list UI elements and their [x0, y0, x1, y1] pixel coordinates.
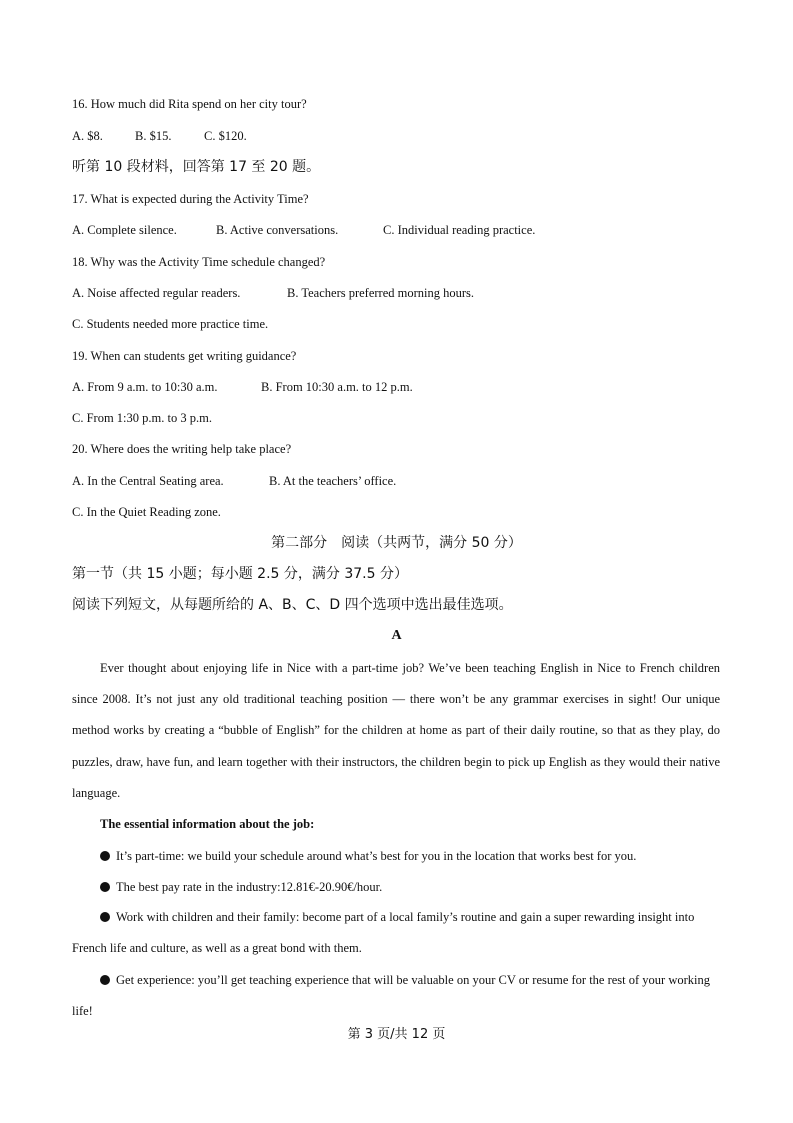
option-a: A. From 9 a.m. to 10:30 a.m.	[72, 380, 218, 394]
option-a: A. In the Central Seating area.	[72, 474, 224, 488]
reading-instruction: 阅读下列短文，从每题所给的 A、B、C、D 四个选项中选出最佳选项。	[72, 597, 513, 613]
bullet-item: It’s part-time: we build your schedule around what’s best for you in the location that works best for you.	[100, 848, 636, 864]
passage-text: Ever thought about enjoying life in Nice with a part-time job? We’ve been teaching English in Nice to French children since 2008. It’s not just any old traditional teaching position — there won’t be any grammar exercises in sight! Our unique method works by creating a “bubble of English” for the children at home as part of their daily routine, so that as they play, do puzzles, draw, have fun, and learn together with their instructors, the children begin to pick up English as they would their native language.	[72, 661, 720, 800]
option-b: B. From 10:30 a.m. to 12 p.m.	[261, 380, 413, 394]
bullet-icon	[100, 882, 110, 892]
option-b: B. $15.	[135, 129, 172, 143]
page-footer: 第 3 页/共 12 页	[347, 1027, 446, 1042]
question-17-stem: 17. What is expected during the Activity Time?	[72, 192, 309, 206]
question-18-option-c: C. Students needed more practice time.	[72, 317, 269, 331]
section-one-title: 第一节（共 15 小题；每小题 2.5 分，满分 37.5 分）	[72, 566, 408, 582]
bullet-item: The best pay rate in the industry:12.81€-20.90€/hour.	[100, 879, 382, 895]
bullet-icon	[100, 975, 110, 985]
part-two-title: 第二部分 阅读（共两节，满分 50 分）	[271, 535, 522, 551]
passage-paragraph	[72, 653, 720, 809]
essential-info-heading: The essential information about the job:	[100, 817, 315, 831]
option-a: A. Complete silence.	[72, 223, 177, 237]
bullet-item: Get experience: you’ll get teaching experience that will be valuable on your CV or resume for the rest of your working life!	[72, 973, 711, 1019]
option-b: B. At the teachers’ office.	[269, 474, 397, 488]
option-c: C. Individual reading practice.	[383, 223, 536, 237]
question-19-options	[72, 379, 413, 395]
question-16-stem: 16. How much did Rita spend on her city tour?	[72, 97, 307, 111]
question-19-option-c: C. From 1:30 p.m. to 3 p.m.	[72, 411, 212, 425]
option-a: A. $8.	[72, 129, 103, 143]
passage-label: A	[391, 628, 402, 643]
question-20-stem: 20. Where does the writing help take place?	[72, 442, 292, 456]
option-a: A. Noise affected regular readers.	[72, 286, 241, 300]
option-c: C. $120.	[204, 129, 247, 143]
question-19-stem: 19. When can students get writing guidance?	[72, 349, 297, 363]
question-18-stem: 18. Why was the Activity Time schedule changed?	[72, 255, 326, 269]
question-20-options	[72, 473, 396, 489]
question-18-options	[72, 285, 474, 301]
option-b: B. Teachers preferred morning hours.	[287, 286, 475, 300]
question-16-options	[72, 128, 247, 144]
listening-section-heading: 听第 10 段材料，回答第 17 至 20 题。	[72, 159, 321, 175]
option-b: B. Active conversations.	[216, 223, 339, 237]
bullet-icon	[100, 912, 110, 922]
bullet-icon	[100, 851, 110, 861]
question-17-options	[72, 222, 535, 238]
bullet-item: Work with children and their family: become part of a local family’s routine and gain a super rewarding insight into French life and culture, as well as a great bond with them.	[72, 910, 695, 956]
question-20-option-c: C. In the Quiet Reading zone.	[72, 505, 221, 519]
